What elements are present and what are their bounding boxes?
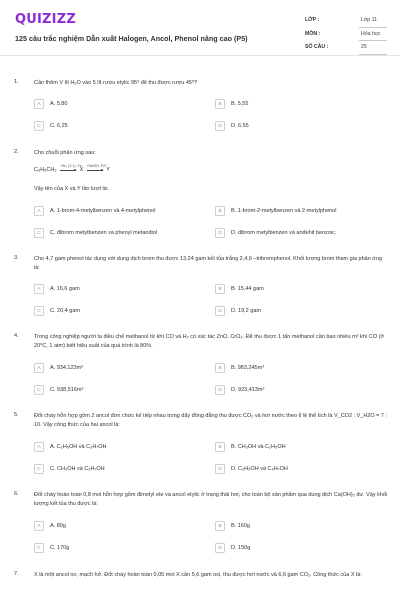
intermediate: X: [79, 167, 84, 173]
option-text: A. C₂H₅OH và C₃H₇OH: [50, 444, 107, 450]
arrow-condition: +Br₂ (1:1), Fe: [60, 164, 82, 169]
meta-class-value: Lớp 11: [361, 17, 377, 23]
option-text: B. 983,245m³: [231, 365, 265, 371]
product: Y: [106, 167, 110, 173]
option-text: A. 1-brom-4-metylbenzen và 4-metylphenol: [50, 208, 156, 214]
option-text: C. 170g: [50, 545, 70, 551]
option-letter-box[interactable]: C: [34, 385, 44, 395]
option-text: B. 15,44 gam: [231, 286, 264, 292]
option-text: D. C₃H₅OH và C₄H₇OH: [231, 466, 288, 472]
option-text: C. 20,4 gam: [50, 308, 80, 314]
option-text: D. 923,413m³: [231, 387, 265, 393]
meta-subject-label: MÔN :: [305, 30, 321, 37]
question-text: Đốt cháy hoàn toàn 0,8 mol hỗn hợp gồm đimetyl ete và ancol etylic ở trạng thái hơi, cho toàn bộ sản phẩm qua dung dịch Ca(OH)₂ dư. Vậy khối lượng kết tủa thu được là:: [34, 492, 388, 507]
option-text: C. 938,516m³: [50, 387, 84, 393]
option-text: B. 5,55: [231, 101, 249, 107]
option-letter-box[interactable]: B: [215, 442, 225, 452]
option-text: D. 19,2 gam: [231, 308, 261, 314]
option-text: B. 1-brom-2-metylbenzen và 2-metylphenol: [231, 208, 337, 214]
meta-count-value: 25: [361, 44, 367, 50]
reaction-arrow-icon: [86, 164, 107, 170]
meta-count-label: SỐ CÂU :: [305, 44, 329, 50]
option-letter-box[interactable]: C: [34, 306, 44, 316]
header-divider: [0, 55, 400, 56]
option-letter-box[interactable]: D: [215, 385, 225, 395]
option-letter-box[interactable]: A: [34, 442, 44, 452]
quizizz-logo: QUIZIZZ: [15, 12, 76, 27]
option-letter-box[interactable]: A: [34, 99, 44, 109]
meta-class-label: LỚP :: [305, 17, 320, 23]
option-text: C. đibrom metylbenzen và phenyl metandiol: [50, 230, 158, 236]
option-text: D. 6,55: [231, 123, 249, 129]
reactant: C₆H₅CH₃: [34, 167, 57, 173]
option-text: C. CH₃OH và C₃H₇OH: [50, 466, 105, 472]
option-text: B. 160g: [231, 523, 250, 529]
option-letter-box[interactable]: A: [34, 521, 44, 531]
question-number: 4.: [14, 333, 19, 339]
question-subtext: Vậy tên của X và Y lần lượt là:: [34, 186, 109, 192]
question-text: Trong công nghiệp người ta điều chế methanol từ khí CO và H₂ có xúc tác ZnO, CrO₃. Để thu được 1 tấn methanol cần bao nhiêu m³ khí CO (ở 20⁰C, 1 atm) biết hiệu suất của quá trình là 80%.: [34, 334, 385, 349]
option-text: B. CH₃OH và C₂H₅OH: [231, 444, 286, 450]
option-letter-box[interactable]: C: [34, 121, 44, 131]
question-text: Cho chuỗi phản ứng sau:: [34, 150, 96, 156]
question-number: 1.: [14, 79, 19, 85]
question-number: 3.: [14, 255, 19, 261]
option-letter-box[interactable]: D: [215, 464, 225, 474]
page-title: 125 câu trắc nghiệm Dẫn xuất Halogen, Ancol, Phenol nâng cao (P5): [15, 34, 248, 43]
question-text: Cho 4,7 gam phenol tác dụng với dung dịch brom thu được 13,24 gam kết tủa trắng 2,4,6 –tribromphenol. Khối lượng brom tham gia phản ứng là:: [34, 256, 383, 271]
option-letter-box[interactable]: B: [215, 99, 225, 109]
option-letter-box[interactable]: D: [215, 543, 225, 553]
option-letter-box[interactable]: D: [215, 121, 225, 131]
meta-class-row: [305, 14, 387, 28]
option-text: A. 5,80: [50, 101, 68, 107]
option-text: C. 6,25: [50, 123, 68, 129]
quiz-meta: [305, 14, 387, 55]
option-letter-box[interactable]: D: [215, 228, 225, 238]
arrow-condition: +NaOH, P/t°: [86, 164, 107, 169]
question-number: 7.: [14, 571, 19, 577]
option-letter-box[interactable]: B: [215, 363, 225, 373]
option-letter-box[interactable]: B: [215, 521, 225, 531]
option-letter-box[interactable]: C: [34, 228, 44, 238]
option-text: A. 16,6 gam: [50, 286, 80, 292]
question-text: Đốt cháy hỗn hợp gồm 2 ancol đơn chức kế tiếp nhau trong dãy đồng đẳng thu được CO₂ và hơi nước theo tỉ lệ thể tích là V_CO2 : V_H2O = 7 : 10. Vậy công thức của hai ancol là:: [34, 413, 388, 428]
question-number: 5.: [14, 412, 19, 418]
option-letter-box[interactable]: D: [215, 306, 225, 316]
option-text: D. đibrom metylbenzen và anđehit benzoic.: [231, 230, 337, 236]
reaction-scheme: [34, 164, 110, 173]
meta-subject-value: Hóa học: [361, 30, 381, 37]
question-text: X là một ancol no, mạch hở. Đốt cháy hoàn toàn 0,05 mol X cần 5,6 gam oxi, thu được hơi nước và 6,6 gam CO₂. Công thức của X là:: [34, 572, 362, 578]
option-letter-box[interactable]: B: [215, 284, 225, 294]
option-text: A. 934,123m³: [50, 365, 84, 371]
option-letter-box[interactable]: A: [34, 284, 44, 294]
option-letter-box[interactable]: C: [34, 464, 44, 474]
question-number: 2.: [14, 149, 19, 155]
meta-subject-row: [305, 28, 387, 42]
option-text: D. 150g: [231, 545, 251, 551]
reaction-arrow-icon: [60, 164, 82, 170]
option-letter-box[interactable]: B: [215, 206, 225, 216]
option-letter-box[interactable]: C: [34, 543, 44, 553]
option-letter-box[interactable]: A: [34, 206, 44, 216]
question-text: Cần thêm V lít H₂O vào 5 lít rượu etylic 95⁰ để thu được rượu 45⁰?: [34, 80, 198, 86]
question-number: 6.: [14, 491, 19, 497]
option-letter-box[interactable]: A: [34, 363, 44, 373]
option-text: A. 80g: [50, 523, 66, 529]
meta-count-row: [305, 41, 387, 55]
